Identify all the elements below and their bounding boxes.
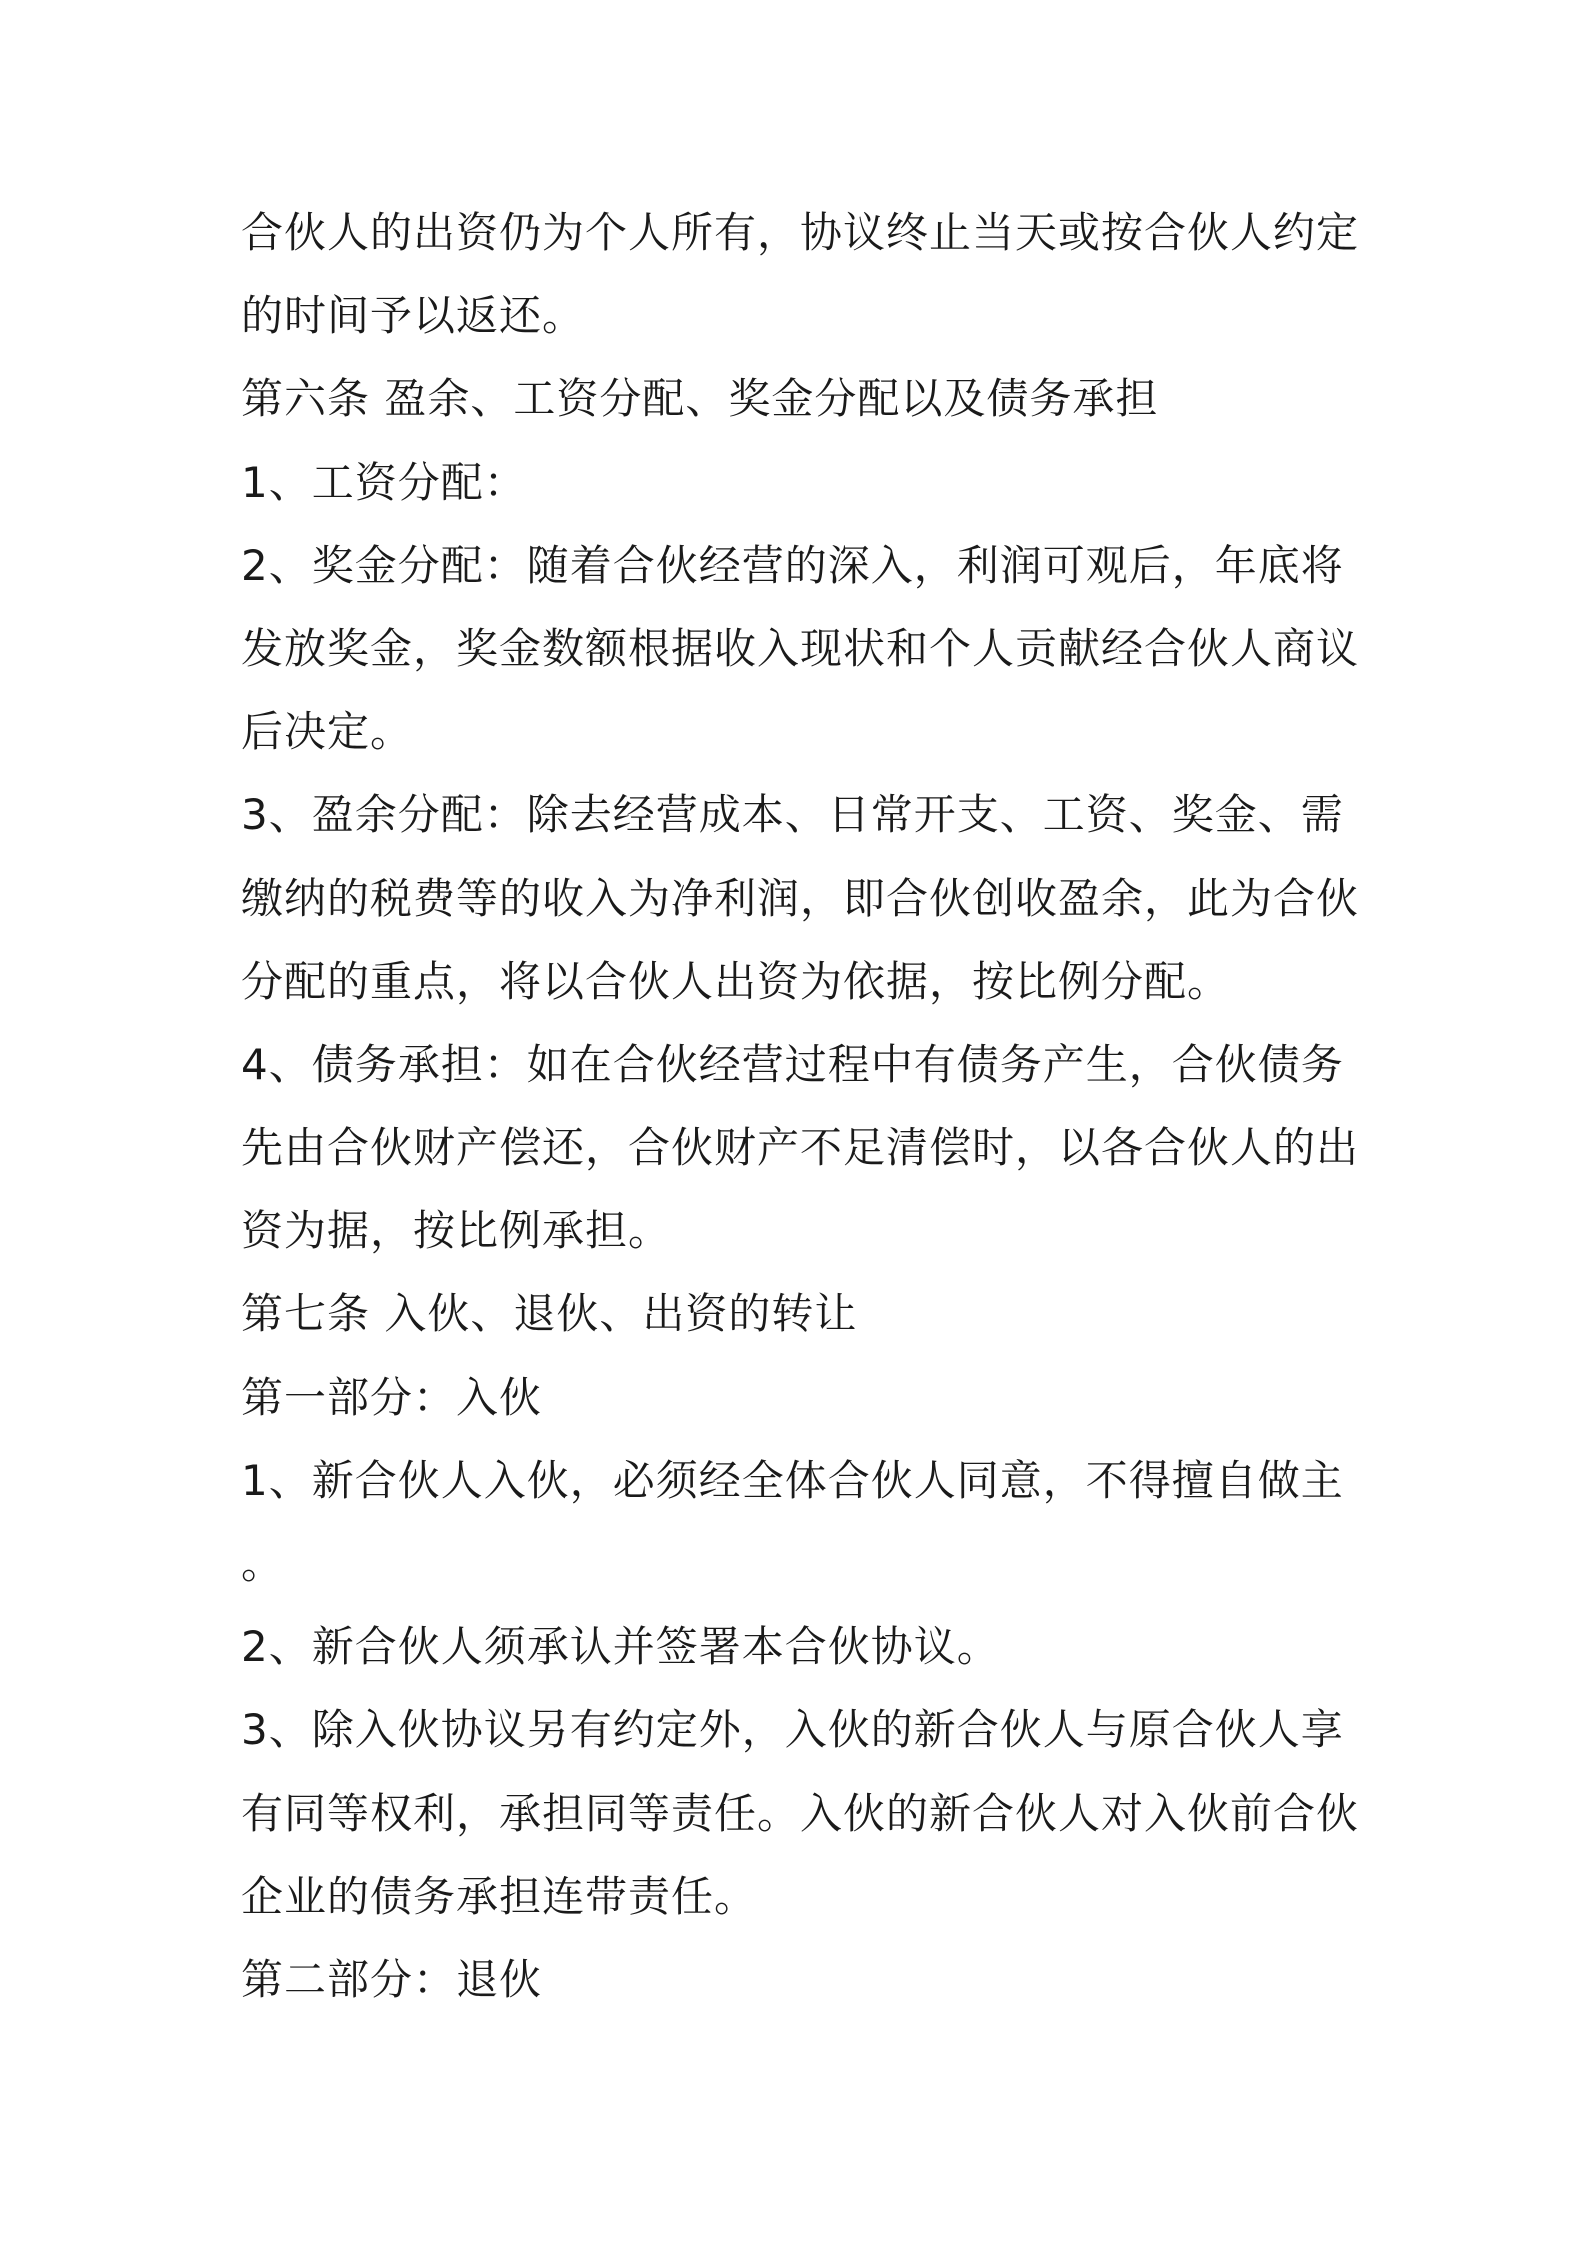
section-heading: 第一部分：入伙 <box>241 1372 543 1422</box>
list-item: 2、新合伙人须承认并签署本合伙协议。 <box>241 1622 1000 1672</box>
list-item: 4、债务承担：如在合伙经营过程中有债务产生，合伙债务 <box>241 1039 1344 1089</box>
list-item: 3、盈余分配：除去经营成本、日常开支、工资、奖金、需 <box>241 790 1344 840</box>
article-heading: 第七条 入伙、退伙、出资的转让 <box>241 1289 858 1339</box>
article-heading: 第六条 盈余、工资分配、奖金分配以及债务承担 <box>241 374 1159 424</box>
section-heading: 第二部分：退伙 <box>241 1954 543 2004</box>
text-line: 缴纳的税费等的收入为净利润，即合伙创收盈余，此为合伙 <box>241 873 1360 923</box>
text-line: 有同等权利，承担同等责任。入伙的新合伙人对入伙前合伙 <box>241 1788 1360 1838</box>
list-item: 2、奖金分配：随着合伙经营的深入，利润可观后，年底将 <box>241 540 1344 590</box>
list-item: 3、除入伙协议另有约定外，入伙的新合伙人与原合伙人享 <box>241 1705 1344 1755</box>
text-line: 先由合伙财产偿还，合伙财产不足清偿时，以各合伙人的出 <box>241 1123 1360 1173</box>
text-line: 资为据，按比例承担。 <box>241 1206 672 1256</box>
text-line: 企业的债务承担连带责任。 <box>241 1871 758 1921</box>
text-line: 发放奖金，奖金数额根据收入现状和个人贡献经合伙人商议 <box>241 623 1360 673</box>
document-body <box>241 191 1361 2021</box>
text-line: 分配的重点，将以合伙人出资为依据，按比例分配。 <box>241 956 1231 1006</box>
text-line: 。 <box>241 1539 285 1588</box>
text-line: 后决定。 <box>241 707 414 757</box>
text-line: 合伙人的出资仍为个人所有，协议终止当天或按合伙人约定 <box>241 208 1360 257</box>
text-line: 的时间予以返还。 <box>241 291 586 341</box>
list-item: 1、新合伙人入伙，必须经全体合伙人同意，不得擅自做主 <box>241 1455 1344 1505</box>
list-item: 1、工资分配： <box>241 457 527 507</box>
